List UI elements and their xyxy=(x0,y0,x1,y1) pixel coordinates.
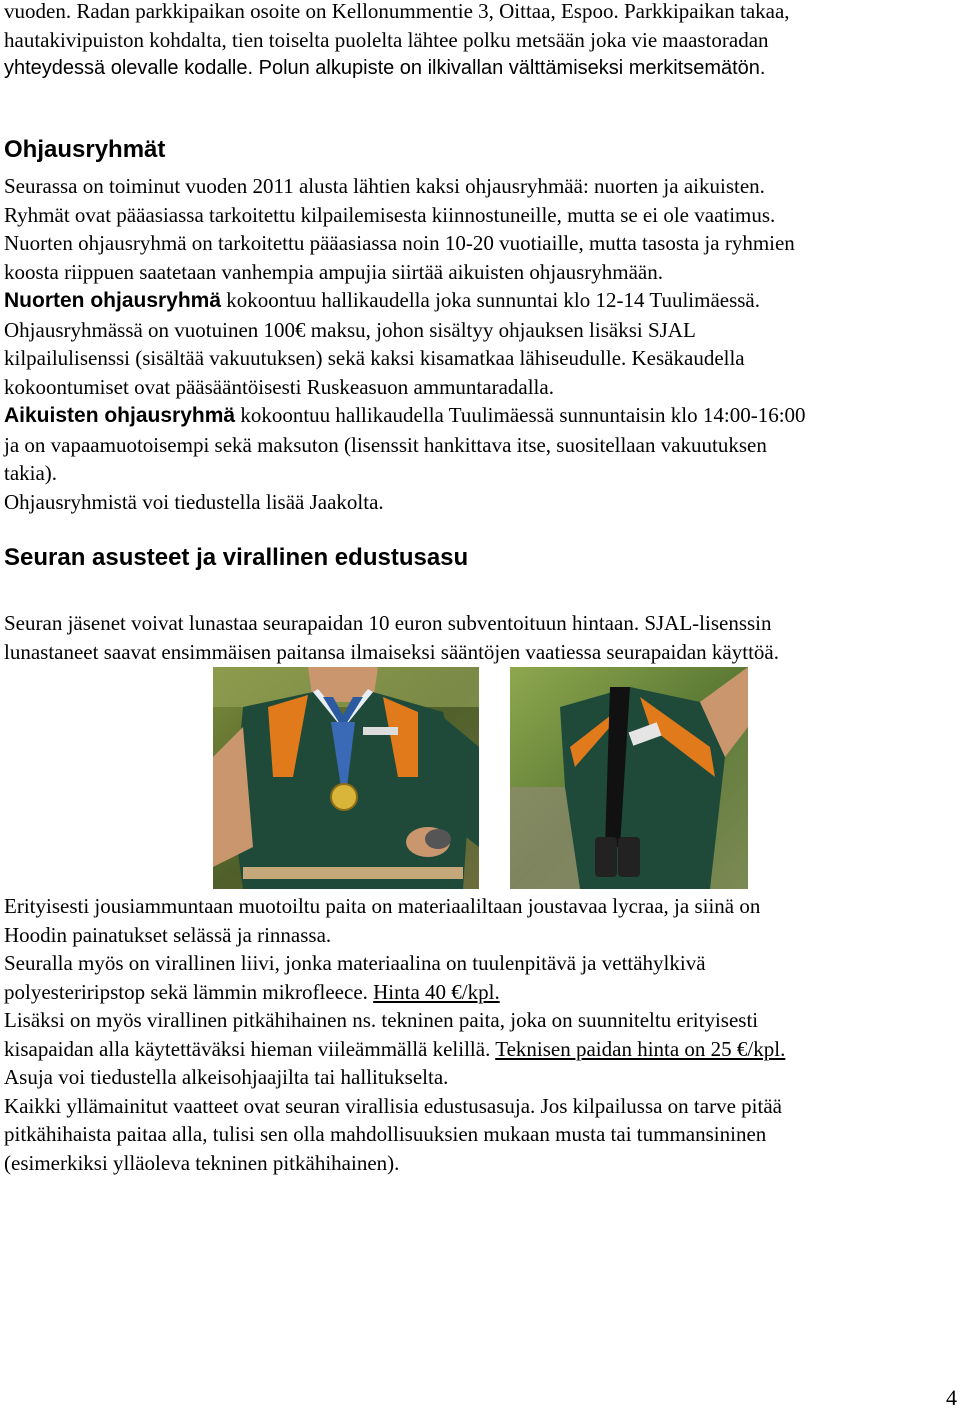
section-heading-ohjausryhmat: Ohjausryhmät xyxy=(4,136,166,163)
photo-row xyxy=(213,667,748,889)
ohjausryhmat-section xyxy=(4,172,959,516)
nuorten-text: kokoontuu hallikaudella joka sunnuntai klo 12-14 Tuulimäessä. xyxy=(221,288,761,312)
text-line: Kaikki yllämainitut vaatteet ovat seuran virallisia edustusasuja. Jos kilpailussa on tarve pitää xyxy=(4,1093,782,1118)
asusteet-details xyxy=(4,892,959,1177)
text-line: Lisäksi on myös virallinen pitkähihainen ns. tekninen paita, joka on suunniteltu erityisesti xyxy=(4,1008,759,1032)
text-line: yhteydessä olevalle kodalle. Polun alkupiste on ilkivallan välttämiseksi merkitsemätön. xyxy=(4,57,766,79)
text-line: Erityisesti jousiammuntaan muotoiltu paita on materiaaliltaan joustavaa lycraa, ja siinä on xyxy=(4,894,761,918)
text-line: ja on vapaamuotoisempi sekä maksuton (lisenssit hankittava itse, suositellaan vakuutuksen xyxy=(4,432,767,457)
tekninen-price: Teknisen paidan hinta on 25 €/kpl. xyxy=(495,1036,786,1061)
text-line: Hoodin painatukset selässä ja rinnassa. xyxy=(4,922,332,947)
text-line: Ohjausryhmässä on vuotuinen 100€ maksu, johon sisältyy ohjauksen lisäksi SJAL xyxy=(4,317,696,342)
text-line: kilpailulisenssi (sisältää vakuutuksen) sekä kaksi kisamatkaa lähiseudulle. Kesäkaudella xyxy=(4,346,745,370)
text-line: Seurassa on toiminut vuoden 2011 alusta lähtien kaksi ohjausryhmää: nuorten ja aikuisten. xyxy=(4,174,765,198)
text-line: Ryhmät ovat pääasiassa tarkoitettu kilpailemisesta kiinnostuneille, mutta se ei ole vaatimus. xyxy=(4,202,776,227)
page-number: 4 xyxy=(946,1385,957,1410)
text-line: takia). xyxy=(4,461,58,485)
intro-paragraph xyxy=(4,0,790,83)
photo-shirt-back xyxy=(510,667,748,889)
aikuisten-label: Aikuisten ohjausryhmä xyxy=(4,404,236,427)
liivi-price: Hinta 40 €/kpl. xyxy=(373,979,500,1004)
text-line: pitkähihaista paitaa alla, tulisi sen olla mahdollisuuksien mukaan musta tai tummansininen xyxy=(4,1122,767,1146)
text-line: Nuorten ohjausryhmä on tarkoitettu pääasiassa noin 10-20 vuotiaille, mutta tasosta ja ryhmien xyxy=(4,231,795,255)
text-line: lunastaneet saavat ensimmäisen paitansa ilmaiseksi sääntöjen vaatiessa seurapaidan käyttöä. xyxy=(4,639,779,664)
text-line: kokoontumiset ovat pääsääntöisesti Ruskeasuon ammuntaradalla. xyxy=(4,374,554,399)
asusteet-intro xyxy=(4,609,959,666)
nuorten-label: Nuorten ohjausryhmä xyxy=(4,289,222,312)
text-line: koosta riippuen saatetaan vanhempia ampujia siirtää aikuisten ohjausryhmään. xyxy=(4,259,663,284)
aikuisten-text: kokoontuu hallikaudella Tuulimäessä sunnuntaisin klo 14:00-16:00 xyxy=(235,403,806,427)
text-line: hautakivipuiston kohdalta, tien toiselta puolelta lähtee polku metsään joka vie maastoradan xyxy=(4,27,769,52)
liivi-text: polyesteriripstop sekä lämmin mikrofleece. xyxy=(4,979,374,1004)
text-line: Seuralla myös on virallinen liivi, jonka materiaalina on tuulenpitävä ja vettähylkivä xyxy=(4,951,706,975)
text-line xyxy=(4,978,959,1007)
tekninen-text: kisapaidan alla käytettäväksi hieman viileämmällä kelillä. xyxy=(4,1036,496,1061)
text-line xyxy=(4,286,959,316)
text-line: Seuran jäsenet voivat lunastaa seurapaidan 10 euron subventoituun hintaan. SJAL-lisenssin xyxy=(4,611,772,635)
text-line: Ohjausryhmistä voi tiedustella lisää Jaakolta. xyxy=(4,489,384,514)
text-line: Asuja voi tiedustella alkeisohjaajilta tai hallitukselta. xyxy=(4,1065,449,1089)
text-line xyxy=(4,1035,959,1064)
photo-shirt-front xyxy=(213,667,479,889)
section-heading-asusteet: Seuran asusteet ja virallinen edustusasu xyxy=(4,544,469,571)
text-line xyxy=(4,401,959,431)
text-line: vuoden. Radan parkkipaikan osoite on Kellonummentie 3, Oittaa, Espoo. Parkkipaikan takaa, xyxy=(4,0,790,23)
text-line: (esimerkiksi ylläoleva tekninen pitkähihainen). xyxy=(4,1150,400,1175)
